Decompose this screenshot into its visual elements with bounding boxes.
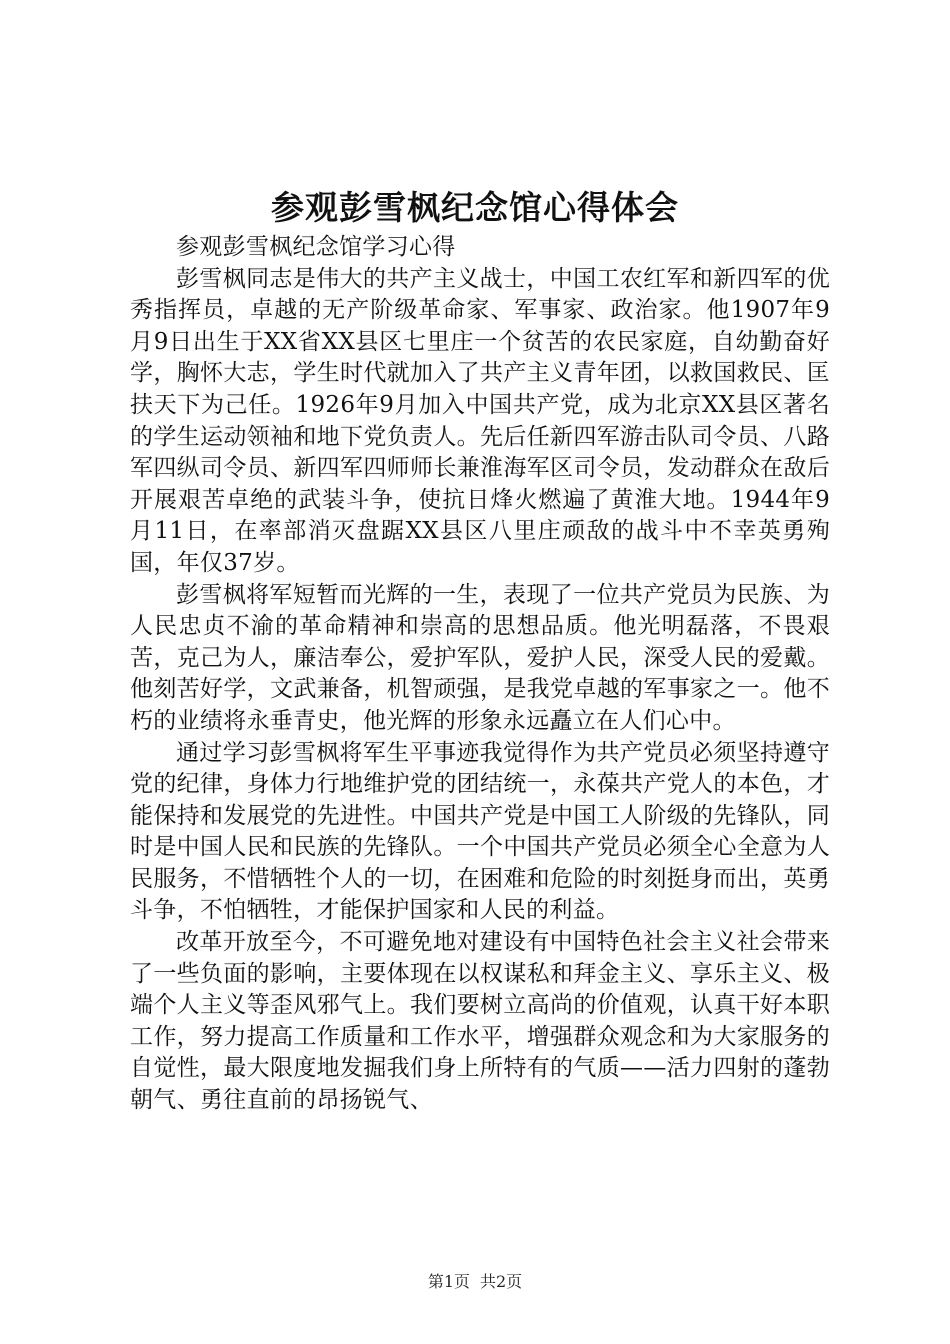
paragraph-character: 彭雪枫将军短暂而光辉的一生，表现了一位共产党员为民族、为人民忠贞不渝的革命精神和崇高的思想品质。他光明磊落，不畏艰苦，克己为人，廉洁奉公，爱护军队，爱护人民，深受人民的爱戴。他刻苦好学，文武兼备，机智顽强，是我党卓越的军事家之一。他不朽的业绩将永垂青史，他光辉的形象永远矗立在人们心中。 [130, 581, 830, 734]
document-body [130, 232, 830, 1117]
document-title: 参观彭雪枫纪念馆心得体会 [271, 188, 679, 227]
page-count: 共2页 [480, 1272, 523, 1291]
paragraph-reform: 改革开放至今，不可避免地对建设有中国特色社会主义社会带来了一些负面的影响，主要体现在以权谋私和拜金主义、享乐主义、极端个人主义等歪风邪气上。我们要树立高尚的价值观，认真干好本职工作，努力提高工作质量和工作水平，增强群众观念和为大家服务的自觉性，最大限度地发掘我们身上所特有的气质——活力四射的蓬勃朝气、勇往直前的昂扬锐气、 [130, 929, 830, 1114]
paragraph-biography: 彭雪枫同志是伟大的共产主义战士，中国工农红军和新四军的优秀指挥员，卓越的无产阶级革命家、军事家、政治家。他1907年9月9日出生于XX省XX县区七里庄一个贫苦的农民家庭，自幼勤奋好学，胸怀大志，学生时代就加入了共产主义青年团，以救国救民、匡扶天下为己任。1926年9月加入中国共产党，成为北京XX县区著名的学生运动领袖和地下党负责人。先后任新四军游击队司令员、八路军四纵司令员、新四军四师师长兼淮海军区司令员，发动群众在敌后开展艰苦卓绝的武装斗争，使抗日烽火燃遍了黄淮大地。1944年9月11日，在率部消灭盘踞XX县区八里庄顽敌的战斗中不幸英勇殉国，年仅37岁。 [130, 265, 830, 576]
subtitle-paragraph: 参观彭雪枫纪念馆学习心得 [176, 234, 456, 260]
paragraph-party-member: 通过学习彭雪枫将军生平事迹我觉得作为共产党员必须坚持遵守党的纪律，身体力行地维护党的团结统一，永葆共产党人的本色，才能保持和发展党的先进性。中国共产党是中国工人阶级的先锋队，同时是中国人民和民族的先锋队。一个中国共产党员必须全心全意为人民服务，不惜牺牲个人的一切，在困难和危险的时刻挺身而出，英勇斗争，不怕牺牲，才能保护国家和人民的利益。 [130, 739, 830, 924]
page-footer [0, 1271, 950, 1293]
page-number: 第1页 [427, 1272, 470, 1291]
